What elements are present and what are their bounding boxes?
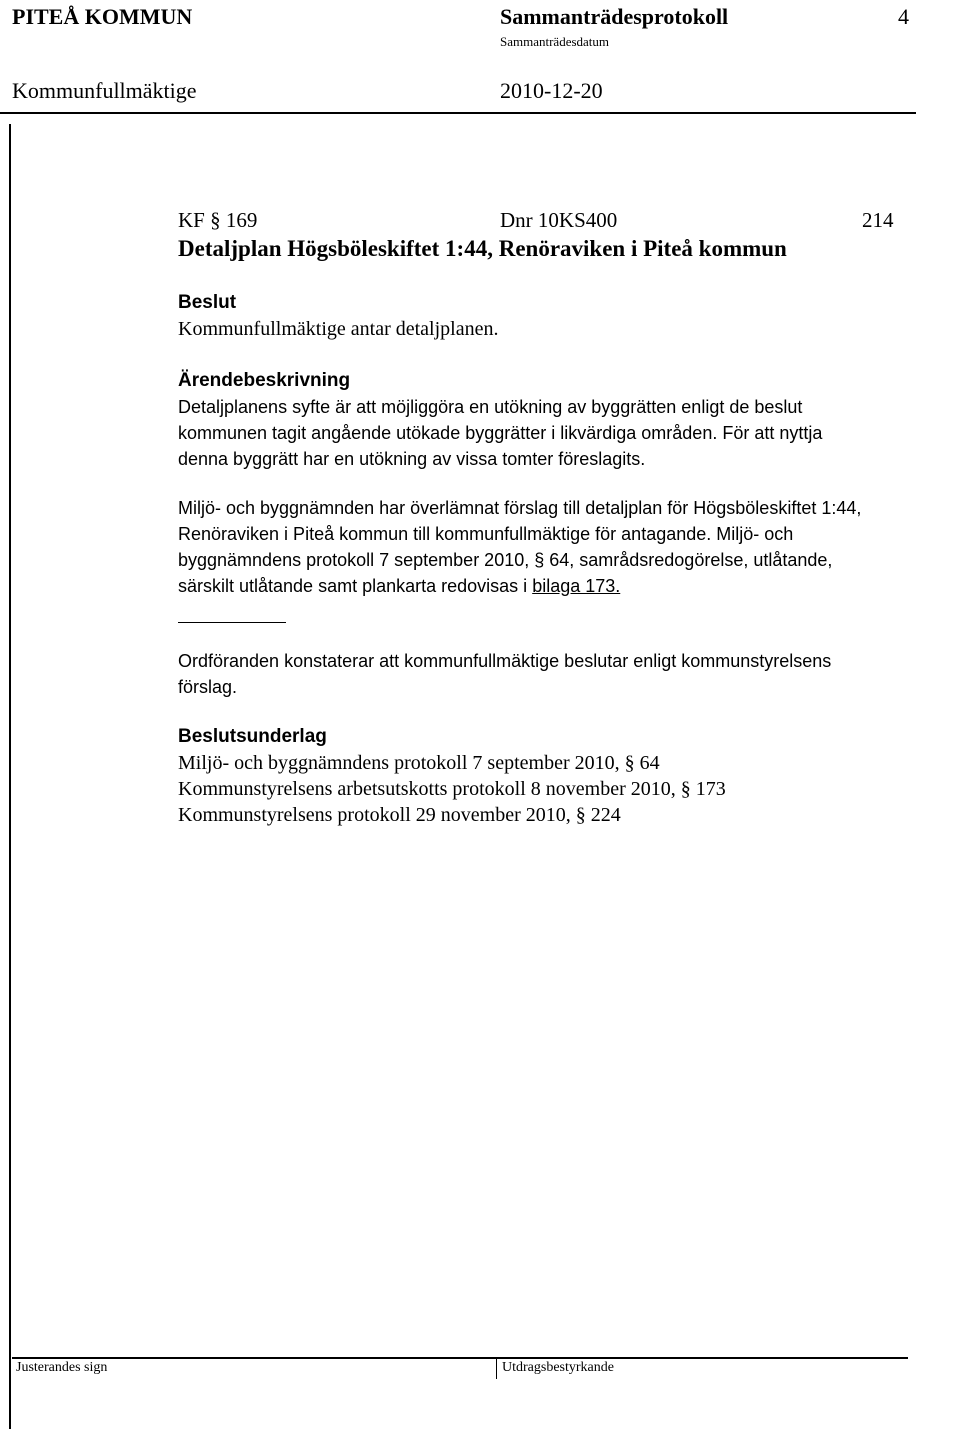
arende-p1-line: denna byggrätt har en utökning av vissa tomter föreslagits. — [178, 449, 646, 469]
arende-p1-line: kommunen tagit angående utökade byggrätter i likvärdiga områden. För att nyttja — [178, 423, 823, 443]
arende-heading: Ärendebeskrivning — [178, 370, 351, 391]
signature-label: Justerandes sign — [16, 1360, 108, 1375]
case-code: 214 — [862, 208, 894, 232]
case-reference: KF § 169 — [178, 208, 258, 232]
arende-p2-line: byggnämndens protokoll 7 september 2010, § 64, samrådsredogörelse, utlåtande, — [178, 550, 833, 570]
separator-rule — [178, 622, 286, 623]
arende-paragraph-2 — [178, 495, 861, 599]
underlag-item: Miljö- och byggnämndens protokoll 7 september 2010, § 64 — [178, 752, 660, 774]
beslut-heading: Beslut — [178, 292, 237, 313]
document-type: Sammanträdesprotokoll — [500, 4, 729, 29]
arende-p2-line-last — [178, 573, 861, 599]
date-label: Sammanträdesdatum — [500, 34, 610, 49]
case-dnr: Dnr 10KS400 — [500, 208, 618, 232]
ordforande-paragraph — [178, 648, 831, 700]
arende-p1-line: Detaljplanens syfte är att möjliggöra en utökning av byggrätten enligt de beslut — [178, 397, 803, 417]
beslut-text: Kommunfullmäktige antar detaljplanen. — [178, 318, 499, 340]
arende-p2-line: Renöraviken i Piteå kommun till kommunfullmäktige för antagande. Miljö- och — [178, 524, 794, 544]
ordforande-line: förslag. — [178, 677, 238, 697]
municipality-name: PITEÅ KOMMUN — [12, 4, 193, 29]
assembly-name: Kommunfullmäktige — [12, 78, 197, 103]
underlag-list — [178, 750, 726, 828]
left-margin-rule — [9, 124, 11, 1429]
footer-separator — [496, 1357, 497, 1379]
ordforande-line: Ordföranden konstaterar att kommunfullmäktige beslutar enligt kommunstyrelsens — [178, 651, 832, 671]
underlag-item: Kommunstyrelsens arbetsutskotts protokoll 8 november 2010, § 173 — [178, 778, 726, 800]
footer-rule — [12, 1357, 908, 1359]
certification-label: Utdragsbestyrkande — [502, 1360, 614, 1375]
underlag-item: Kommunstyrelsens protokoll 29 november 2010, § 224 — [178, 804, 621, 826]
meeting-date: 2010-12-20 — [500, 78, 603, 103]
arende-p2-line: Miljö- och byggnämnden har överlämnat förslag till detaljplan för Högsböleskiftet 1:44, — [178, 498, 862, 518]
arende-p2-text: särskilt utlåtande samt plankarta redovisas i — [178, 576, 528, 596]
arende-paragraph-1 — [178, 394, 822, 472]
header-rule — [0, 112, 916, 114]
underlag-heading: Beslutsunderlag — [178, 726, 327, 747]
attachment-link[interactable]: bilaga 173. — [532, 576, 621, 596]
page-number: 4 — [898, 4, 909, 29]
case-title: Detaljplan Högsböleskiftet 1:44, Renöraviken i Piteå kommun — [178, 236, 787, 261]
